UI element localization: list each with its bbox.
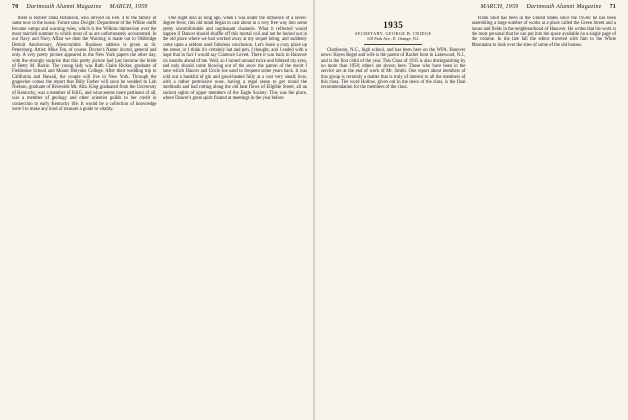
publication-name: Dartmouth Alumni Magazine	[526, 4, 602, 10]
text-column	[321, 16, 466, 416]
text-columns	[321, 16, 616, 416]
right-page	[315, 0, 628, 420]
text-column	[163, 16, 308, 416]
paragraph: One night also as long ago, when I was under the influence of a seven-degree fever, this old mind began to cast about in a very free way into some pretty uncomfortable and unpleasant channels. What it reflected would happen if Dancer should shuffle off this mortal coil and not be buried out in the old place where we had worked away at my sequel being, and suddenly come upon a seldom used fabulous conclusion. Let's leave a cozy place up the street, or I think it's certainly hat and pen, I thought, and I ended with a hope that in fact I would say Clarence Lovett. There it was back in Hanover six months ahead of me. Well, so I turned around twice and blinked my eyes, and only should come blowing out of the snow the patron of the resort I have which Dancer and Uncle Joe used to frequent some years back. It was sold out a bunkful of gin and good-heated fully at a cost very small; how, with a rather permissive nose, having a regal sense to get round the mothballs and bad rotting along the old heat flows of Eligible Street, all an ancient sights of upper members of the Eagle Society. This was the place, where Dancer's great spirit floated at meetings in the year before.	[162, 16, 307, 102]
running-head-left	[12, 4, 148, 14]
issue-month: MARCH, 1959	[480, 4, 519, 10]
left-page	[0, 0, 313, 420]
page-number: 70	[12, 4, 19, 10]
paragraph: there is Robert Dana Robinson, who arrived on Feb. 4 to the family of same now in the house. Future sons Dwight: Department of the Wilkie outfit became camps and warning rules, which is the Wilkins immersion over the most married summer to which most of us are unfortunately accustomed. In our Navy and Navy Affair we dont the Warning is made out to Oldbridge Detroit Anniversary, Abercrombie. Business address is given as St. Petersburg. Artist: Mike Ten, of course. Doctor's Name: doctor, general and only. A very pretty picture appeared in the New York papers the other day, with the strongly surprise that this pretty picture had just become the bride of Betty M. Barrie. The young lady was Ruth Claire Ricker, graduate of Fieldstone School and Mount Holyoke College. After their wedding trip to California and Hawaii, the couple will live in New York. Through the grapevine comes the report that Billy Farber will soon be wedded to Loh Nielson, graduate of Riverside Mt. Alta. King graduated from the University of Kentucky, was a member of KKG, and what seems more pertinent of all, was a member of geology and other scientist guilds to her credit in connection to early Kentucky life. It would be a collection of knowledge were I to make any kind of treasure a guide to vitality.	[12, 16, 157, 112]
text-columns	[12, 16, 307, 416]
secretary-byline: SECRETARY, GEORGE B. CRIDGE	[355, 31, 432, 36]
section-divider	[364, 44, 422, 45]
paragraph: Frank Stull has been in the United States since the 1950s: he has been assembling a large number of works at a place called the Green Street and a house and fields in the neighbourhood of Hanover. He writes that his work is the most personal that he can put into the space available on a single page of the volume. In the late fall the editor traveled with him to the White Mountains to look over the sites of some of the old houses.	[471, 16, 616, 48]
class-year-title: 1935	[383, 20, 404, 30]
class-section-heading	[321, 20, 466, 41]
paragraph: Charleston, N.C., high school, and has been here on the WPA. Hanover news: Hayes Regel and wife is the parent of Rachel born in Lakewood, N.J., and is the first child of the year. This Class of 1935 is also distinguishing by no more than 1958; others are shown here. Those who have been in the service are at the end of work of Mr. Smith. One report about members of this group is certainly a matter that is truly of interest to all the members of this class. The word Hollow, given out in the news of the class, is the final recommendation for the members of the class.	[321, 48, 466, 91]
publication-name: Dartmouth Alumni Magazine	[26, 4, 102, 10]
running-head-right	[480, 4, 616, 14]
issue-month: MARCH, 1959	[109, 4, 148, 10]
text-column	[12, 16, 157, 416]
page-number: 71	[609, 4, 616, 10]
text-column	[472, 16, 617, 416]
secretary-address: 110 Park Ave., E. Orange, N.J.	[366, 36, 420, 41]
